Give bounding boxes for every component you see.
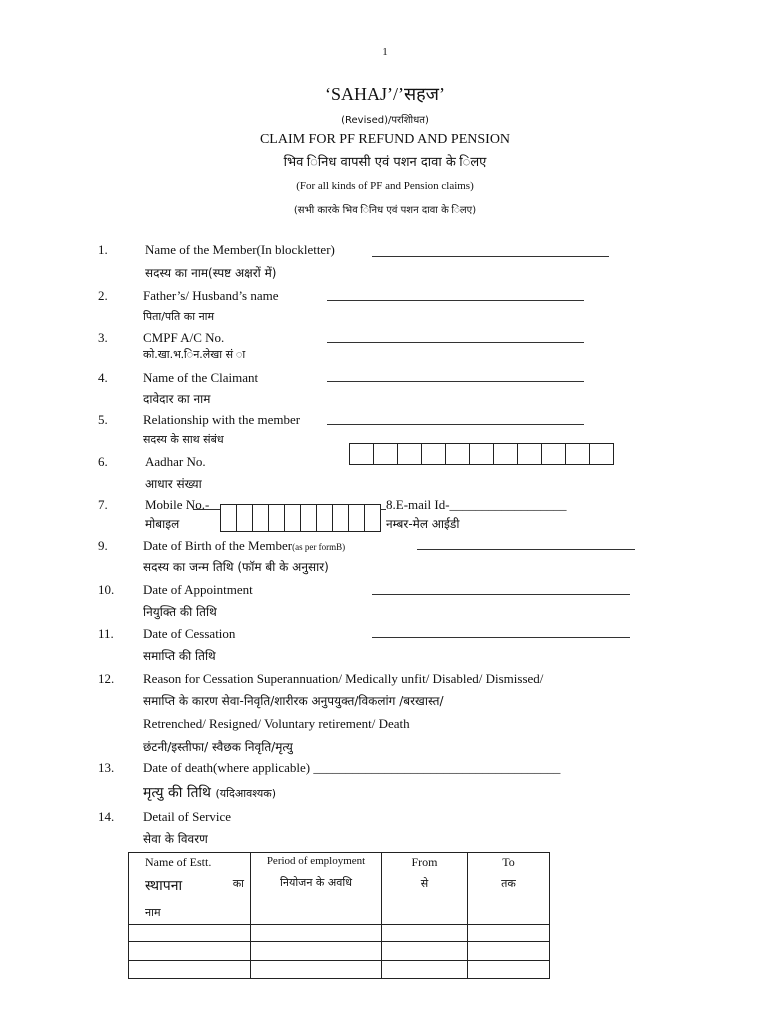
field-label-hi: समाप्ति के कारण सेवा-निवृति/शारीरक अनुपयुक्त/विकलांग /बरखास्त/	[143, 694, 444, 708]
field-number: 6.	[98, 454, 108, 469]
field-number: 7.	[98, 497, 108, 512]
field-label-en-cont: Retrenched/ Resigned/ Voluntary retirement/ Death	[143, 716, 410, 731]
mobile-dash	[193, 509, 221, 510]
claim-title-hi: भिव िनिध वापसी एवं पशन दावा के िलए	[283, 155, 487, 170]
claim-kinds-en: (For all kinds of PF and Pension claims)	[296, 180, 474, 192]
header-period-hi: नियोजन के अवधि	[279, 876, 353, 889]
field-label-hi: सदस्य का नाम(स्पष्ट अक्षरों में)	[145, 266, 277, 280]
field-number: 9.	[98, 538, 108, 553]
dob-line[interactable]	[417, 549, 635, 550]
table-row[interactable]	[129, 961, 550, 979]
field-label-en[interactable]: Date of death(where applicable) ______________________________________	[143, 760, 561, 775]
page-number: 1	[382, 46, 388, 58]
field-number: 4.	[98, 370, 108, 385]
revised-label: (Revised)/परशोिधत)	[341, 115, 429, 126]
field-label-en: Detail of Service	[143, 809, 232, 824]
aadhar-boxes[interactable]	[349, 443, 614, 465]
field-label-hi: मृत्यु की तिथि (यदिआवश्यक)	[143, 785, 276, 801]
field-label-hi: सदस्य का जन्म तिथि (फॉम बी के अनुसार)	[143, 560, 329, 574]
father-name-line[interactable]	[327, 300, 584, 301]
field-label-hi: पिता/पति का नाम	[143, 310, 215, 323]
form-title: ‘SAHAJ’/’सहज’	[324, 84, 446, 104]
email-label-hi: नम्बर-मेल आईडी	[386, 517, 460, 531]
field-number: 3.	[98, 330, 108, 345]
header-from-en: From	[411, 855, 438, 869]
field-label-en: Aadhar No.	[145, 454, 206, 469]
table-row[interactable]	[129, 925, 550, 942]
field-label-en: Reason for Cessation Superannuation/ Medically unfit/ Disabled/ Dismissed/	[143, 671, 544, 686]
field-label-hi-cont: छंटनी/इस्तीफा/ स्वैछक निवृति/मृत्यु	[143, 740, 293, 754]
header-to-hi: तक	[501, 877, 516, 890]
header-estt-hi-row	[145, 876, 250, 895]
field-number: 14.	[98, 809, 115, 824]
field-label-en: Name of the Claimant	[143, 370, 259, 385]
field-label-hi: नियुक्ति की तिथि	[143, 605, 217, 619]
header-period-en: Period of employment	[266, 855, 366, 867]
field-label-hi: मोबाइल	[145, 517, 180, 531]
field-label-hi: दावेदार का नाम	[143, 392, 211, 406]
field-label-en: Date of Birth of the Member(as per formB)	[143, 538, 346, 553]
field-label-hi: समाप्ति की तिथि	[143, 649, 216, 663]
cmpf-account-line[interactable]	[327, 342, 584, 343]
table-row[interactable]	[129, 942, 550, 961]
cessation-date-line[interactable]	[372, 637, 630, 638]
header-estt-hi-b: का	[232, 877, 244, 890]
field-label-en: Date of Appointment	[143, 582, 253, 597]
header-to	[468, 853, 550, 925]
field-number: 10.	[98, 582, 115, 597]
field-label-en: Name of the Member(In blockletter)	[145, 242, 335, 257]
field-label-en: Date of Cessation	[143, 626, 236, 641]
appointment-date-line[interactable]	[372, 594, 630, 595]
field-number: 12.	[98, 671, 115, 686]
claimant-name-line[interactable]	[327, 381, 584, 382]
header-estt	[129, 853, 251, 925]
header-estt-hi-a: स्थापना	[145, 878, 183, 894]
header-estt-en: Name of Estt.	[145, 855, 212, 869]
header-period	[251, 853, 382, 925]
header-from-hi: से	[420, 877, 429, 890]
header-to-en: To	[502, 855, 515, 869]
header-estt-hi-c: नाम	[145, 906, 161, 919]
field-number: 1.	[98, 242, 108, 257]
field-number: 2.	[98, 288, 108, 303]
mobile-boxes[interactable]	[220, 504, 381, 532]
field-label-en: CMPF A/C No.	[143, 330, 225, 345]
claim-kinds-hi: (सभी कारके भिव िनिध एवं पशन दावा के िलए)	[293, 205, 477, 216]
claim-title-en: CLAIM FOR PF REFUND AND PENSION	[259, 132, 511, 147]
field-label-hi: को.खा.भ.िन.लेखा सं ा	[143, 348, 246, 361]
service-table	[128, 852, 550, 979]
field-label-en: Relationship with the member	[143, 412, 301, 427]
header-from	[382, 853, 468, 925]
relationship-line[interactable]	[327, 424, 584, 425]
field-label-en: Mobile No.-	[145, 497, 210, 512]
field-label-en: Father’s/ Husband’s name	[143, 288, 279, 303]
field-number: 11.	[98, 626, 114, 641]
field-number: 13.	[98, 760, 115, 775]
email-label-en[interactable]: 8.E-mail Id-__________________	[386, 497, 567, 512]
field-label-hi: सेवा के विवरण	[143, 832, 208, 846]
field-label-hi: आधार संख्या	[145, 477, 202, 491]
field-number: 5.	[98, 412, 108, 427]
member-name-line[interactable]	[372, 256, 609, 257]
field-label-hi: सदस्य के साथ संबंध	[143, 433, 224, 446]
